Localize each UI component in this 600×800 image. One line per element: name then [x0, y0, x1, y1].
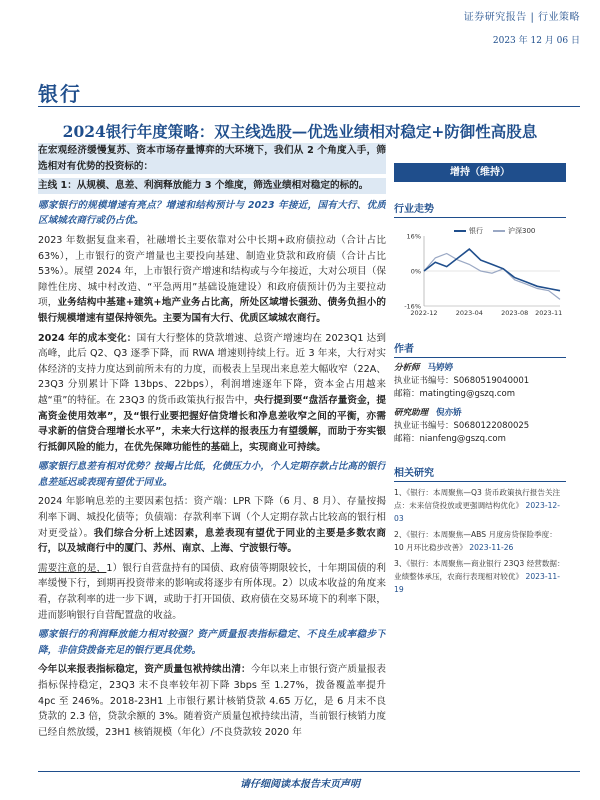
related-item[interactable] — [394, 528, 566, 554]
related-item-3-text: 3、《银行：本周聚焦—商业银行 23Q3 经营数据：业绩整体承压，农商行表现相对较优》 — [394, 559, 565, 581]
x-tick-label: 2023-04 — [455, 309, 483, 317]
x-tick-label: 2022-12 — [410, 309, 438, 317]
related-heading: 相关研究 — [394, 464, 566, 482]
paragraph-4 — [38, 561, 386, 623]
related-item-2-text: 2、《银行：本周聚焦—ABS 月度房贷保险季度：10 月环比稳步改善》 — [394, 530, 557, 552]
footer-disclaimer: 请仔细阅读本报告末页声明 — [240, 779, 360, 790]
analyst-2 — [394, 407, 566, 420]
related-item-3-date: 2023-11-19 — [394, 572, 560, 594]
analyst-1-role: 分析师 — [394, 363, 420, 373]
paragraph-4-lead: 需要注意的是， — [38, 562, 107, 574]
trend-chart-svg — [394, 222, 566, 322]
analyst-1-email[interactable]: 邮箱：matingting@gszq.com — [394, 389, 515, 399]
related-item[interactable] — [394, 557, 566, 596]
paragraph-2-bold-a: 央行提到要“盘活存量资金，提高资金使用效率”，及“银行业要把握好信贷增长和净息差收窄之间的平衡，亦需寻求新的信贷合理增长水平”， — [38, 394, 386, 438]
paragraph-1-bold: 业务结构中基建+建筑+地产业务占比高，所处区域增长强劲、债务负担小的银行规模增速有望保持领先。主要为国有大行、优质区域城农商行。 — [38, 297, 386, 324]
legend-label-csi300: 沪深300 — [508, 227, 536, 235]
sector-name: 银行 — [38, 82, 82, 106]
related-item[interactable] — [394, 486, 566, 525]
paragraph-2-text: 国有大行整体的贷款增速、总资产增速均在 2023Q1 达到高峰，此后 Q2、Q3 逐季下降，而 RWA 增速则持续上行。近 3 年来，大行对实体经济的支持力度达到前所未有的力度，而极表上呈现出来息差大幅收窄（22A、23Q3 分别累计下降 13bps、22bps），利润增速逐年下降，资本金占用越来越“重”的特征。在 23Q3 的货币政策执行报告中， — [38, 332, 386, 406]
x-tick-label: 2023-08 — [501, 309, 529, 317]
paragraph-2-bold-b: 未来大行这样的报表压力有望缓解，而助于夯实银行抵御风险的能力，在优先保障功能性的基础上，实现商业可持续。 — [38, 426, 386, 453]
paragraph-4-text: 1）银行自营盘持有的国债、政府债等期限较长，十年期国债的利率缓慢下行，到期再投资带来的影响或将逐步有所体现。2）以成本收益的角度来看，存款利率的进一步下调，或助于打开国债、政府债在交易环境下的利率下限，进而影响银行自营配置盘的收益。 — [38, 562, 386, 621]
report-category: 证券研究报告 | 行业策略 — [463, 12, 580, 23]
paragraph-3-text: 2024 年影响息差的主要因素包括：资产端：LPR 下降（6 月、8 月）、存量按揭利率下调、城投化债等；负债端：存款利率下调（个人定期存款占比较高的银行相对更受益）。 — [38, 496, 386, 539]
y-tick-label: 0% — [410, 267, 421, 276]
paragraph-2 — [38, 331, 386, 456]
paragraph-1 — [38, 233, 386, 327]
related-item-1-text: 1、《银行：本周聚焦—Q3 货币政策执行报告关注点：未来信贷投放或更强调结构优化》 — [394, 488, 561, 510]
analyst-2-name: 倪亦娇 — [436, 408, 462, 418]
report-title: 2024银行年度策略：双主线选股—优选业绩相对稳定+防御性高股息 — [62, 122, 538, 141]
paragraph-5-text: 今年以来上市银行资产质量报表指标保持稳定，23Q3 末不良率较年初下降 3bps 至 1.27%，拨备覆盖率提升 4pc 至 246%。2018-23H1 上市银行累计核销贷款 4.65 万亿，是 6 月末不良贷款的 2.3 倍，贷款余额的 3%。随着资产质量包袱持续出清，当前银行核销力度已经自然放缓，23H1 核销规模（年化）/不良贷款较 2020 年 — [38, 664, 386, 738]
main-line-1: 主线 1：从规模、息差、利润释放能力 3 个维度，筛选业绩相对稳定的标的。 — [38, 178, 386, 194]
related-item-2-date: 2023-11-26 — [469, 543, 514, 552]
paragraph-3 — [38, 494, 386, 556]
trend-chart — [394, 222, 566, 322]
paragraph-2-heading: 2024 年的成本变化： — [38, 332, 137, 344]
paragraph-5 — [38, 662, 386, 740]
report-header — [464, 8, 580, 46]
trend-heading: 行业走势 — [394, 200, 566, 218]
analyst-2-cert: 执业证书编号：S0680122080025 — [394, 421, 530, 431]
legend-item-bank — [454, 226, 483, 236]
legend-label-bank: 银行 — [469, 227, 483, 235]
main-body — [38, 143, 386, 771]
analyst-2-role: 研究助理 — [394, 408, 429, 418]
analyst-1 — [394, 362, 566, 375]
chart-legend — [454, 226, 535, 236]
paragraph-3-bold: 我们综合分析上述因素，息差表现有望优于同业的主要是多数农商行，以及城商行中的厦门、苏州、南京、上海、宁波银行等。 — [38, 527, 386, 555]
question-1: 哪家银行的规模增速有亮点？增速和结构预计与 2023 年接近，国有大行、优质区域城农商行或仍占优。 — [38, 199, 386, 227]
analyst-2-email[interactable]: 邮箱：nianfeng@gszq.com — [394, 434, 506, 444]
paragraph-1-text: 2023 年数据复盘来看，社融增长主要依靠对公中长期+政府债拉动（合计占比 63%），上市银行的资产增量也主要投向基建、制造业贷款和政府债（合计占比 53%）。展望 2024 年，上市银行资产增速和结构或与今年接近，大对公项目（保障性住房、城中村改造、“平急两用”基础设施建设）和政府债预计仍为主要拉动项， — [38, 234, 386, 309]
sidebar — [394, 143, 566, 599]
related-list — [394, 486, 566, 596]
footer-divider — [38, 771, 580, 772]
legend-item-csi300 — [493, 226, 535, 236]
x-tick-label: 2023-11 — [535, 309, 563, 317]
question-3: 哪家银行的利润释放能力相对较强？资产质量报表指标稳定、不良生成率稳步下降，非信贷拨备充足的银行更具优势。 — [38, 629, 386, 656]
analyst-1-cert: 执业证书编号：S0680519040001 — [394, 376, 530, 386]
related-item-1-date: 2023-12-03 — [394, 501, 560, 523]
paragraph-5-heading: 今年以来报表指标稳定，资产质量包袱持续出清： — [38, 664, 251, 676]
report-date: 2023 年 12 月 06 日 — [492, 36, 580, 46]
rating-badge: 增持（维持） — [394, 163, 566, 182]
intro: 在宏观经济缓慢复苏、资本市场存量博弈的大环境下，我们从 2 个角度入手，筛选相对有优势的投资标的： — [38, 143, 386, 174]
sector-divider — [38, 106, 580, 107]
analysts-heading: 作者 — [394, 340, 566, 358]
y-tick-label: 16% — [406, 232, 421, 241]
series-line-csi300 — [424, 254, 560, 300]
analyst-block — [394, 362, 566, 446]
series-line-bank — [424, 249, 560, 291]
analyst-1-name: 马婷婷 — [427, 363, 454, 373]
y-tick-label: -16% — [404, 302, 421, 311]
question-2: 哪家银行息差有相对优势？按揭占比低，化债压力小，个人定期存款占比高的银行息差延迟或表现有望优于同业。 — [38, 461, 386, 488]
